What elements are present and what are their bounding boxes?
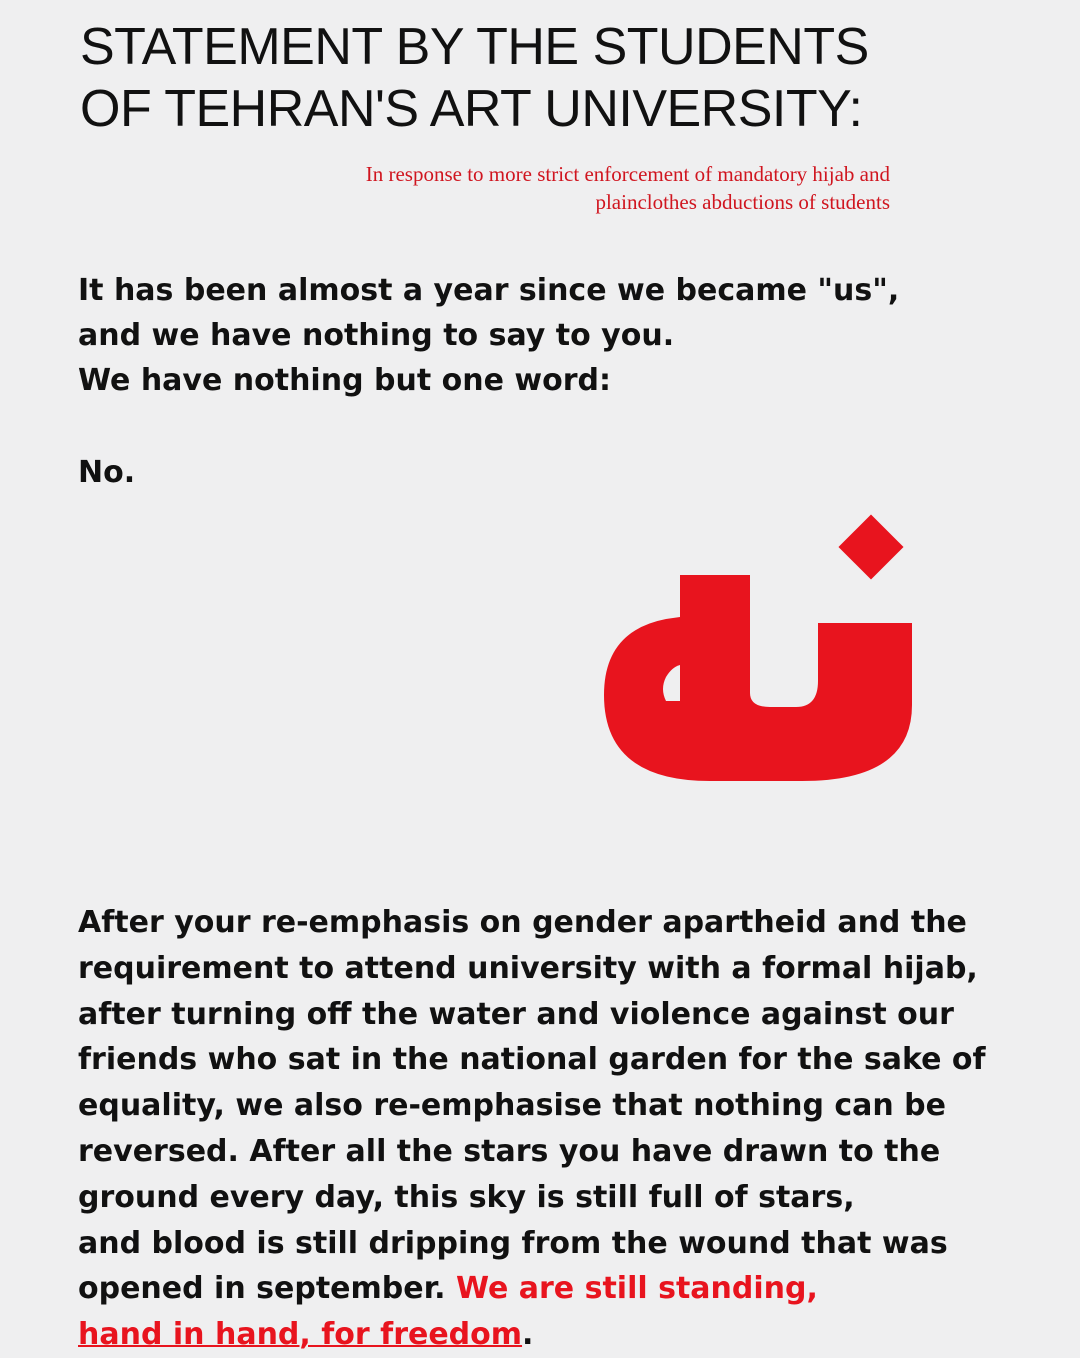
freedom-phrase: hand in hand, for freedom <box>78 1317 523 1353</box>
intro-paragraph <box>78 268 1038 403</box>
statement-subtitle <box>170 160 890 216</box>
body-line-10 <box>78 1312 1068 1358</box>
body-line-1: After your re-emphasis on gender apartheid and the <box>78 905 967 940</box>
calligraphy-stroke <box>604 575 912 781</box>
body-line-9-black: opened in september. <box>78 1271 456 1307</box>
persian-na-calligraphy-icon <box>590 505 930 785</box>
subtitle-line-2: plainclothes abductions of students <box>595 190 890 214</box>
body-line-5: equality, we also re-emphasise that nothing can be <box>78 1088 947 1124</box>
body-line-4: friends who sat in the national garden for the sake of <box>78 1042 986 1078</box>
intro-line-1: It has been almost a year since we became "us", <box>78 273 900 308</box>
statement-title <box>80 16 980 140</box>
diamond-dot <box>838 514 903 579</box>
body-line-9 <box>78 1266 1068 1312</box>
body-line-6: reversed. After all the stars you have drawn to the <box>78 1133 941 1169</box>
intro-line-3: We have nothing but one word: <box>78 363 611 398</box>
body-line-9-red: We are still standing, <box>455 1271 818 1307</box>
body-line-8: and blood is still dripping from the wound that was <box>78 1225 948 1261</box>
statement-body <box>78 900 1068 1358</box>
body-line-3: after turning off the water and violence against our <box>78 996 954 1032</box>
title-line-1: STATEMENT BY THE STUDENTS <box>80 18 869 76</box>
no-word: No. <box>78 455 136 490</box>
subtitle-line-1: In response to more strict enforcement of mandatory hijab and <box>365 162 890 186</box>
final-period: . <box>522 1317 534 1353</box>
body-line-2: requirement to attend university with a formal hijab, <box>78 950 978 986</box>
intro-line-2: and we have nothing to say to you. <box>78 318 675 353</box>
body-line-7: ground every day, this sky is still full of stars, <box>78 1179 855 1215</box>
title-line-2: OF TEHRAN'S ART UNIVERSITY: <box>80 80 863 138</box>
